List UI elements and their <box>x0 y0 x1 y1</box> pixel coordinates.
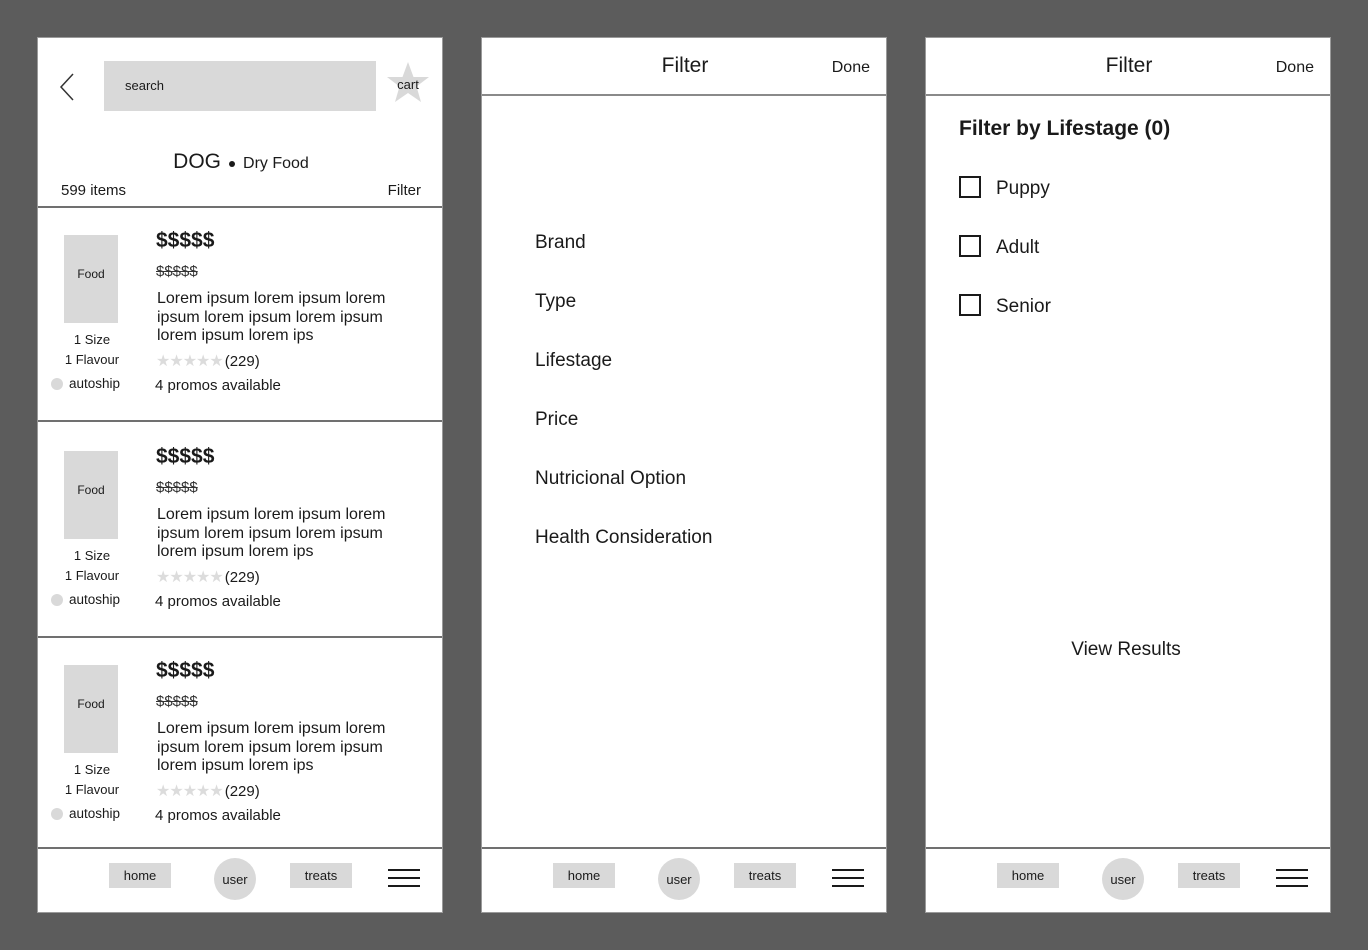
radio-circle-icon <box>51 594 63 606</box>
old-price: $$$$$ <box>156 693 198 710</box>
bottom-nav <box>926 847 1331 913</box>
checkbox-senior[interactable] <box>959 296 1051 318</box>
nav-user-button[interactable]: user <box>1102 858 1144 900</box>
checkbox-label: Puppy <box>996 178 1050 199</box>
promos-label: 4 promos available <box>155 593 281 610</box>
subcategory-name: Dry Food <box>243 155 309 172</box>
hamburger-menu-icon[interactable] <box>1276 869 1308 893</box>
star-rating-icon: ★★★★★ <box>156 353 223 370</box>
checkbox-label: Adult <box>996 237 1040 258</box>
size-count: 1 Size <box>73 548 111 563</box>
lifestage-filter-screen <box>925 37 1331 913</box>
product-description: Lorem ipsum lorem ipsum lorem ipsum lorem ipsum lorem ipsum lorem ipsum lorem ips <box>157 290 386 344</box>
product-image: Food <box>64 665 118 753</box>
filter-option-type[interactable]: Type <box>535 291 577 312</box>
product-card[interactable] <box>38 424 443 638</box>
price: $$$$$ <box>156 659 215 682</box>
checkbox-puppy[interactable] <box>959 178 1050 200</box>
done-button[interactable]: Done <box>1275 59 1314 76</box>
page-title: Filter <box>1105 54 1153 77</box>
rating <box>156 567 260 587</box>
star-rating-icon: ★★★★★ <box>156 569 223 586</box>
back-button[interactable] <box>58 72 78 102</box>
checkbox-adult[interactable] <box>959 237 1039 259</box>
review-count: (229) <box>224 782 260 800</box>
old-price: $$$$$ <box>156 479 198 496</box>
promos-label: 4 promos available <box>155 807 281 824</box>
review-count: (229) <box>224 568 260 586</box>
product-description: Lorem ipsum lorem ipsum lorem ipsum lorem ipsum lorem ipsum lorem ipsum lorem ips <box>157 506 386 560</box>
star-rating-icon: ★★★★★ <box>156 783 223 800</box>
price: $$$$$ <box>156 229 215 252</box>
product-description: Lorem ipsum lorem ipsum lorem ipsum lorem ipsum lorem ipsum lorem ipsum lorem ips <box>157 720 386 774</box>
filter-option-nutritional[interactable]: Nutricional Option <box>535 468 687 489</box>
promos-label: 4 promos available <box>155 377 281 394</box>
filter-option-lifestage[interactable]: Lifestage <box>535 350 613 371</box>
cart-label: cart <box>397 77 419 92</box>
radio-circle-icon <box>51 378 63 390</box>
search-input[interactable]: search <box>104 61 376 111</box>
product-image: Food <box>64 235 118 323</box>
review-count: (229) <box>224 352 260 370</box>
filter-button[interactable]: Filter <box>387 182 421 199</box>
filter-screen <box>481 37 887 913</box>
chevron-left-icon <box>58 72 78 102</box>
nav-user-button[interactable]: user <box>214 858 256 900</box>
nav-home-button[interactable]: home <box>553 863 615 888</box>
flavour-count: 1 Flavour <box>64 352 120 367</box>
category-title <box>38 150 443 174</box>
bullet-dot <box>229 161 235 167</box>
autoship-toggle[interactable] <box>51 376 120 391</box>
size-count: 1 Size <box>73 332 111 347</box>
header-divider <box>482 94 887 96</box>
rating <box>156 351 260 371</box>
hamburger-menu-icon[interactable] <box>388 869 420 893</box>
checkbox-icon[interactable] <box>959 294 981 316</box>
price: $$$$$ <box>156 445 215 468</box>
lifestage-heading: Filter by Lifestage (0) <box>959 117 1171 140</box>
nav-treats-button[interactable]: treats <box>734 863 796 888</box>
old-price: $$$$$ <box>156 263 198 280</box>
autoship-label: autoship <box>69 592 121 607</box>
filter-option-brand[interactable]: Brand <box>535 232 586 253</box>
product-card[interactable] <box>38 208 443 422</box>
size-count: 1 Size <box>73 762 111 777</box>
header-divider <box>926 94 1331 96</box>
filter-options-list <box>535 231 712 585</box>
view-results-button[interactable]: View Results <box>1071 639 1181 660</box>
flavour-count: 1 Flavour <box>64 782 120 797</box>
autoship-toggle[interactable] <box>51 806 120 821</box>
page-title: Filter <box>661 54 709 77</box>
hamburger-menu-icon[interactable] <box>832 869 864 893</box>
nav-treats-button[interactable]: treats <box>1178 863 1240 888</box>
cart-button[interactable] <box>384 60 432 106</box>
nav-user-button[interactable]: user <box>658 858 700 900</box>
checkbox-label: Senior <box>996 296 1051 317</box>
checkbox-icon[interactable] <box>959 235 981 257</box>
nav-home-button[interactable]: home <box>109 863 171 888</box>
radio-circle-icon <box>51 808 63 820</box>
items-count: 599 items <box>61 182 127 199</box>
product-list-screen <box>37 37 443 913</box>
autoship-label: autoship <box>69 376 121 391</box>
nav-home-button[interactable]: home <box>997 863 1059 888</box>
bottom-nav <box>482 847 887 913</box>
filter-option-health[interactable]: Health Consideration <box>535 527 713 548</box>
autoship-label: autoship <box>69 806 121 821</box>
category-name: DOG <box>173 150 222 173</box>
product-image: Food <box>64 451 118 539</box>
checkbox-icon[interactable] <box>959 176 981 198</box>
autoship-toggle[interactable] <box>51 592 120 607</box>
filter-option-price[interactable]: Price <box>535 409 579 430</box>
product-card[interactable] <box>38 638 443 852</box>
done-button[interactable]: Done <box>831 59 870 76</box>
flavour-count: 1 Flavour <box>64 568 120 583</box>
nav-treats-button[interactable]: treats <box>290 863 352 888</box>
bottom-nav <box>38 847 443 913</box>
rating <box>156 781 260 801</box>
